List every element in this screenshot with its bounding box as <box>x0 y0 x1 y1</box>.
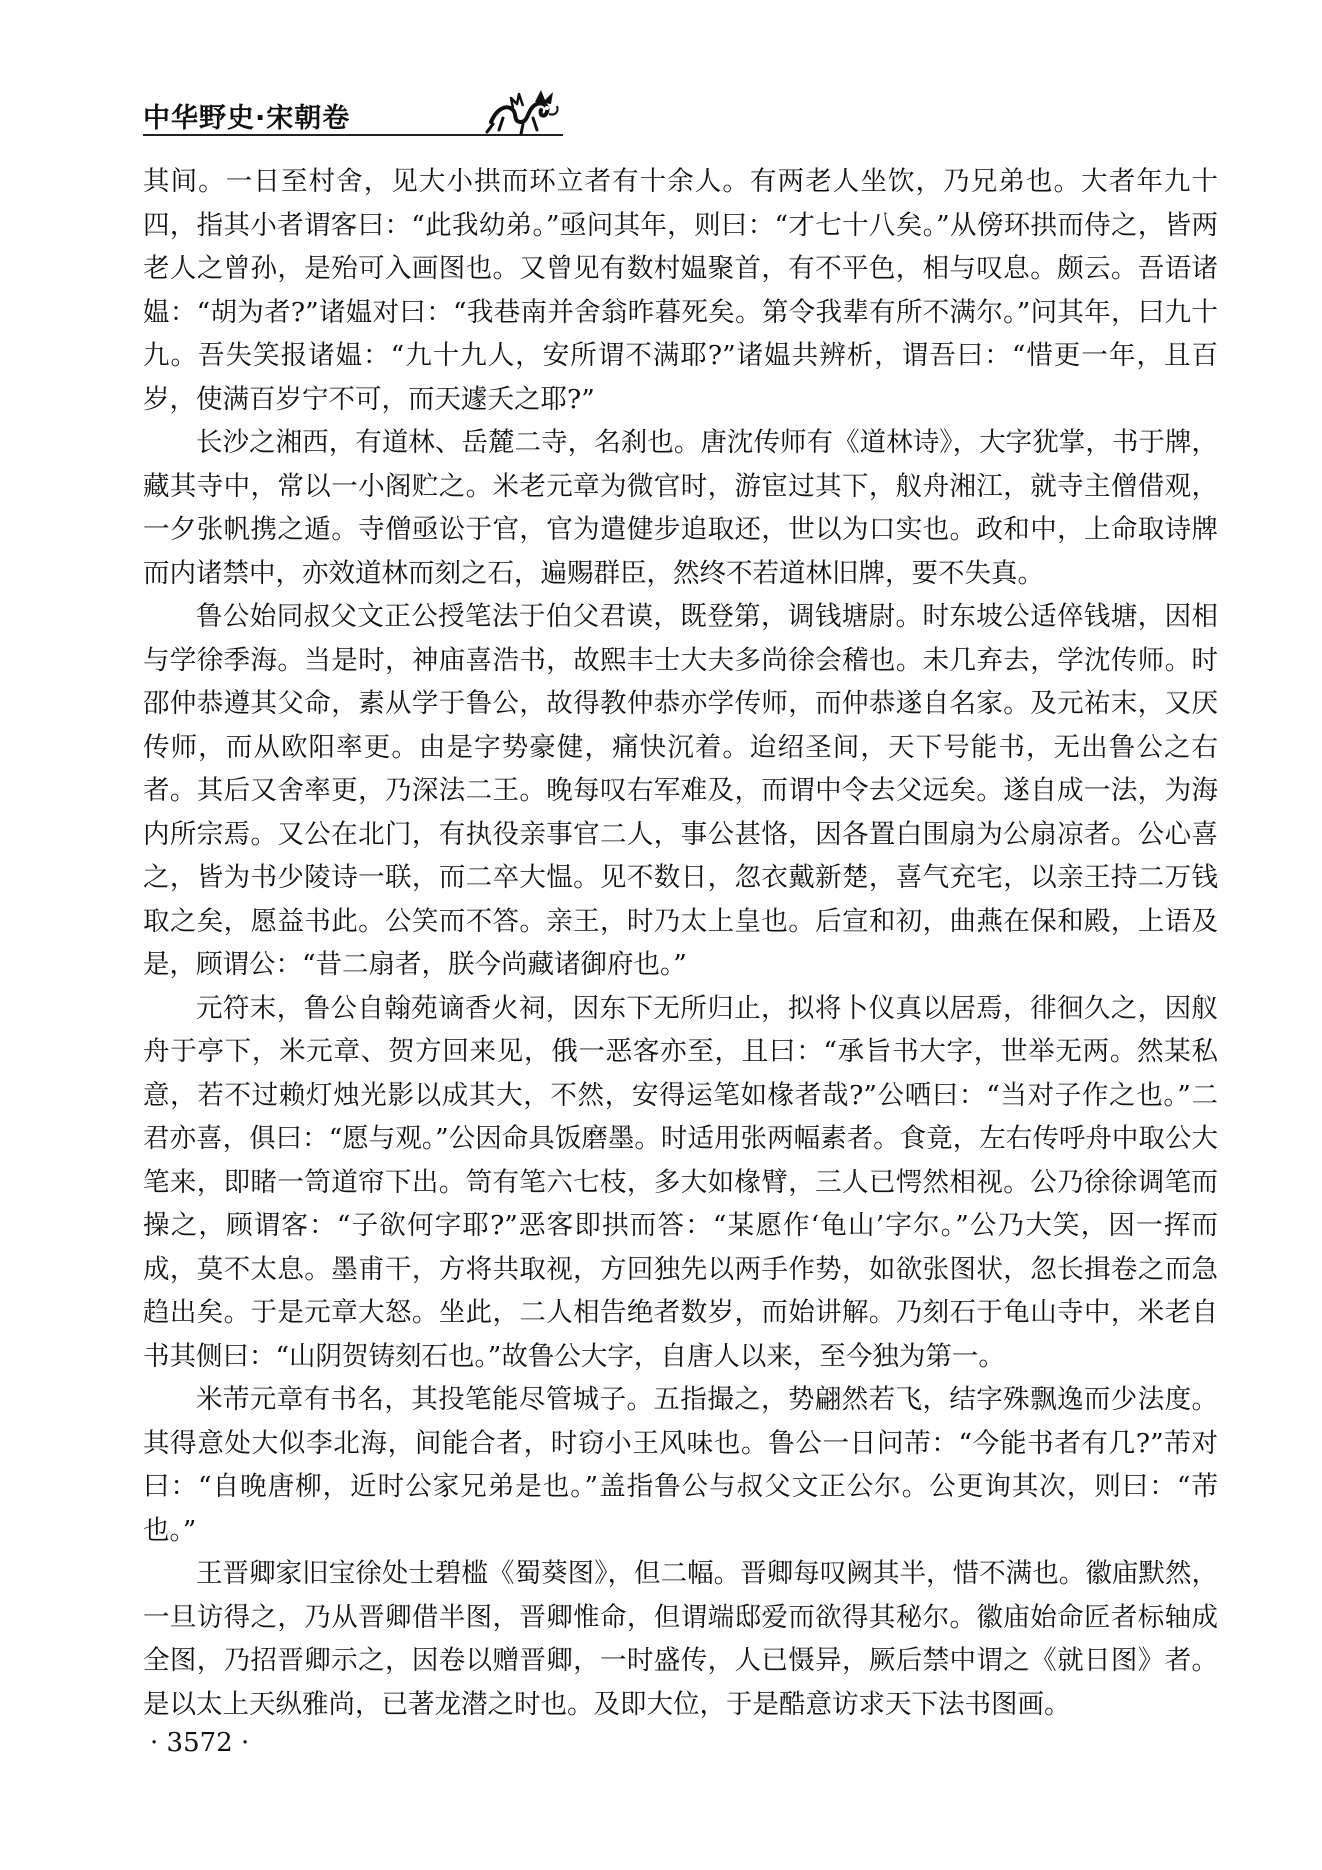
series-title: 中华野史·宋朝卷 <box>143 103 351 134</box>
paragraph-1: 其间。一日至村舍，见大小拱而环立者有十余人。有两老人坐饮，乃兄弟也。大者年九十四，指其小者谓客曰：“此我幼弟。”亟问其年，则曰：“才七十八矣。”从傍环拱而侍之，皆两老人之曾孙，是殆可入画图也。又曾见有数村媪聚首，有不平色，相与叹息。颇云。吾语诸媪：“胡为者?”诸媪对曰：“我巷南并舍翁昨暮死矣。第令我辈有所不满尔。”问其年，曰九十九。吾失笑报诸媪：“九十九人，安所谓不满耶?”诸媪共辨析，谓吾曰：“惜更一年，且百岁，使满百岁宁不可，而天遽夭之耶?” <box>143 166 1218 415</box>
paragraph-5: 米芾元章有书名，其投笔能尽管城子。五指撮之，势翩然若飞，结字殊飘逸而少法度。其得意处大似李北海，间能合者，时窃小王风味也。鲁公一日问芾：“今能书者有几?”芾对曰：“自晚唐柳，近时公家兄弟是也。”盖指鲁公与叔父文正公尔。公更询其次，则曰：“芾也。” <box>143 1384 1218 1546</box>
paragraph-3: 鲁公始同叔父文正公授笔法于伯父君谟，既登第，调钱塘尉。时东坡公适倅钱塘，因相与学徐季海。当是时，神庙喜浩书，故熙丰士大夫多尚徐会稽也。未几弃去，学沈传师。时邵仲恭遵其父命，素从学于鲁公，故得教仲恭亦学传师，而仲恭遂自名家。及元祐末，又厌传师，而从欧阳率更。由是字势豪健，痛快沉着。迨绍圣间，天下号能书，无出鲁公之右者。其后又舍率更，乃深法二王。晚每叹右军难及，而谓中令去父远矣。遂自成一法，为海内所宗焉。又公在北门，有执役亲事官二人，事公甚恪，因各置白围扇为公扇凉者。公心喜之，皆为书少陵诗一联，而二卒大愠。见不数日，忽衣戴新楚，喜气充宅，以亲王持二万钱取之矣，愿益书此。公笑而不答。亲王，时乃太上皇也。后宣和初，曲燕在保和殿，上语及是，顾谓公：“昔二扇者，朕今尚藏诸御府也。” <box>143 601 1218 980</box>
page-header <box>143 78 563 138</box>
page-number: · 3572 · <box>150 1728 250 1758</box>
paragraph-2: 长沙之湘西，有道林、岳麓二寺，名刹也。唐沈传师有《道林诗》，大字犹掌，书于牌，藏其寺中，常以一小阁贮之。米老元章为微官时，游宦过其下，舣舟湘江，就寺主僧借观，一夕张帆携之遁。寺僧亟讼于官，官为遣健步追取还，世以为口实也。政和中，上命取诗牌而内诸禁中，亦效道林而刻之石，遍赐群臣，然终不若道林旧牌，要不失真。 <box>143 427 1218 589</box>
dragon-icon <box>483 78 563 138</box>
paragraph-6: 王晋卿家旧宝徐处士碧槛《蜀葵图》，但二幅。晋卿每叹阙其半，惜不满也。徽庙默然，一旦访得之，乃从晋卿借半图，晋卿惟命，但谓端邸爱而欲得其秘尔。徽庙始命匠者标轴成全图，乃招晋卿示之，因卷以赠晋卿，一时盛传，人已慑异，厥后禁中谓之《就日图》者。是以太上天纵雅尚，已著龙潜之时也。及即大位，于是酷意访求天下法书图画。 <box>143 1558 1218 1720</box>
body-text <box>143 160 1218 1726</box>
paragraph-4: 元符末，鲁公自翰苑谪香火祠，因东下无所归止，拟将卜仪真以居焉，徘徊久之，因舣舟于亭下，米元章、贺方回来见，俄一恶客亦至，且曰：“承旨书大字，世举无两。然某私意，若不过赖灯烛光影以成其大，不然，安得运笔如椽者哉?”公哂曰：“当对子作之也。”二君亦喜，俱曰：“愿与观。”公因命具饭磨墨。时适用张两幅素者。食竟，左右传呼舟中取公大笔来，即睹一笥道帘下出。笥有笔六七枝，多大如椽臂，三人已愕然相视。公乃徐徐调笔而操之，顾谓客：“子欲何字耶?”恶客即拱而答：“某愿作‘龟山’字尔。”公乃大笑，因一挥而成，莫不太息。墨甫干，方将共取视，方回独先以两手作势，如欲张图状，忽长揖卷之而急趋出矣。于是元章大怒。坐此，二人相告绝者数岁，而始讲解。乃刻石于龟山寺中，米老自书其侧曰：“山阴贺铸刻石也。”故鲁公大字，自唐人以来，至今独为第一。 <box>143 992 1218 1372</box>
